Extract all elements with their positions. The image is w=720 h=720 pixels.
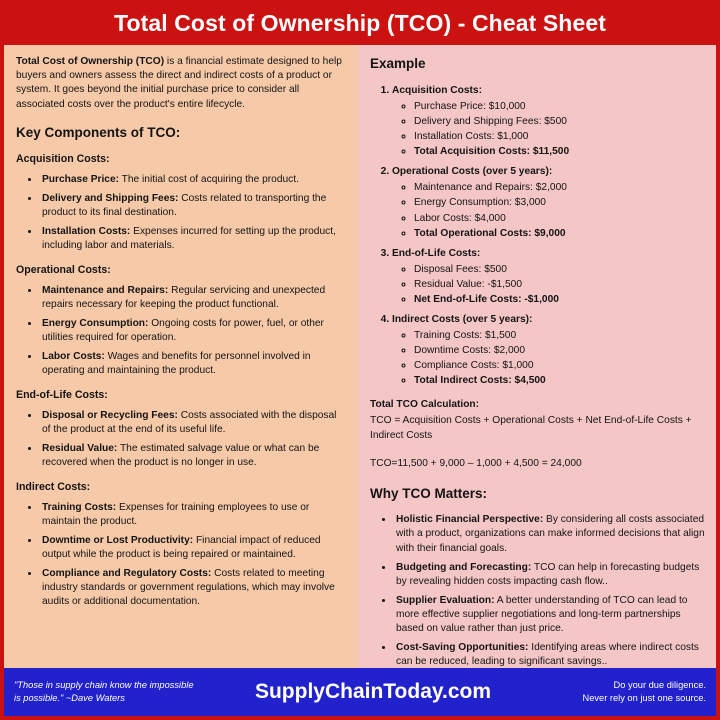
list-item-term: Installation Costs: — [42, 226, 131, 238]
list-item-term: Training Costs: — [42, 501, 117, 513]
example-sub-item: ◦ Training Costs: $1,500 — [414, 329, 706, 343]
left-group-list — [16, 284, 346, 378]
left-group-heading: Indirect Costs: — [16, 481, 91, 494]
content-columns — [4, 45, 716, 668]
footer-disclaimer-line2: Never rely on just one source. — [582, 693, 706, 703]
example-sub-item: ◦ Net End-of-Life Costs: -$1,000 — [414, 293, 706, 307]
example-sub-item: ◦ Purchase Price: $10,000 — [414, 100, 706, 114]
example-sub-item: ◦ Total Operational Costs: $9,000 — [414, 227, 706, 241]
list-item-text: Expenses incurred for setting up the product, including labor and materials. — [42, 226, 336, 252]
list-item-term: Compliance and Regulatory Costs: — [42, 568, 212, 580]
intro-paragraph — [16, 55, 346, 111]
example-item-title: Indirect Costs (over 5 years): — [392, 314, 533, 326]
list-item-term: Delivery and Shipping Fees: — [42, 192, 179, 204]
footer-bar — [4, 668, 716, 716]
example-sub-item: ◦ Installation Costs: $1,000 — [414, 130, 706, 144]
list-item — [394, 594, 706, 636]
left-groups — [16, 152, 346, 609]
calculation-heading: Total TCO Calculation: — [370, 399, 480, 411]
example-sub-item: ◦ Maintenance and Repairs: $2,000 — [414, 181, 706, 195]
footer-disclaimer-line1: Do your due diligence. — [613, 680, 706, 691]
key-components-heading: Key Components of TCO: — [16, 124, 181, 140]
page-title: Total Cost of Ownership (TCO) - Cheat Sheet — [4, 4, 716, 45]
list-item — [394, 641, 706, 669]
list-item — [40, 317, 346, 345]
intro-term: Total Cost of Ownership (TCO) — [16, 56, 165, 68]
list-item — [40, 442, 346, 470]
list-item-text: Costs associated with the disposal of the product at the end of its useful life. — [42, 409, 337, 435]
list-item-term: Holistic Financial Perspective: — [396, 514, 544, 526]
why-tco-heading: Why TCO Matters: — [370, 485, 488, 501]
list-item — [394, 513, 706, 555]
list-item-text: Costs related to transporting the product to its final destination. — [42, 192, 327, 218]
example-sub-item: ◦ Downtime Costs: $2,000 — [414, 344, 706, 358]
list-item-text: By considering all costs associated with a product, organizations can make informed decisions that align with their financial goals. — [396, 514, 705, 554]
list-item-text: Financial impact of reduced output while the product is being repaired or maintained. — [42, 535, 321, 561]
list-item — [40, 501, 346, 529]
list-item-term: Energy Consumption: — [42, 318, 149, 329]
example-item — [392, 313, 706, 388]
calculation-formula: TCO = Acquisition Costs + Operational Costs + Net End-of-Life Costs + Indirect Costs — [370, 415, 692, 441]
list-item — [40, 173, 346, 187]
list-item — [40, 225, 346, 253]
example-sub-item: ◦ Disposal Fees: $500 — [414, 263, 706, 277]
example-sub-item: ◦ Total Acquisition Costs: $11,500 — [414, 145, 706, 159]
list-item-term: Downtime or Lost Productivity: — [42, 535, 194, 546]
left-group-list — [16, 501, 346, 610]
list-item-term: Supplier Evaluation: — [396, 594, 495, 606]
calculation-equation: TCO=11,500 + 9,000 – 1,000 + 4,500 = 24,000 — [370, 457, 582, 469]
example-item — [392, 247, 706, 307]
list-item — [40, 567, 346, 609]
example-item — [392, 165, 706, 240]
list-item-text: Regular servicing and unexpected repairs necessary for keeping the product functional. — [42, 284, 326, 310]
example-sub-list — [392, 181, 706, 240]
example-sub-item: ◦ Compliance Costs: $1,000 — [414, 359, 706, 373]
list-item-text: A better understanding of TCO can lead to more effective supplier negotiations and long-term partnerships based on value rather than just price. — [396, 594, 688, 634]
list-item-term: Labor Costs: — [42, 351, 105, 363]
example-item-title: Operational Costs (over 5 years): — [392, 166, 553, 178]
list-item-term: Budgeting and Forecasting: — [396, 561, 532, 573]
example-sub-list — [392, 329, 706, 388]
list-item-term: Cost-Saving Opportunities: — [396, 641, 529, 653]
list-item-text: The initial cost of acquiring the product. — [119, 173, 299, 185]
list-item — [40, 350, 346, 378]
left-group-list — [16, 173, 346, 253]
example-sub-item: ◦ Energy Consumption: $3,000 — [414, 196, 706, 210]
example-sub-item: ◦ Total Indirect Costs: $4,500 — [414, 374, 706, 388]
list-item-term: Purchase Price: — [42, 173, 120, 185]
footer-brand[interactable]: SupplyChainToday.com — [254, 680, 492, 703]
example-sub-list — [392, 100, 706, 159]
left-column — [4, 45, 358, 668]
example-sub-item: ◦ Labor Costs: $4,000 — [414, 212, 706, 226]
left-group-list — [16, 409, 346, 470]
list-item-text: Expenses for training employees to use or maintain the product. — [42, 501, 310, 527]
example-list — [370, 84, 706, 388]
list-item — [40, 534, 346, 562]
list-item — [394, 561, 706, 589]
list-item-text: Wages and benefits for personnel involved in operating and maintaining the product. — [42, 351, 311, 377]
left-group-heading: Acquisition Costs: — [16, 153, 110, 166]
list-item-text: TCO can help in forecasting budgets by revealing hidden costs impacting cash flow.. — [396, 561, 700, 587]
example-item-title: Acquisition Costs: — [392, 84, 482, 96]
why-tco-list — [370, 513, 706, 669]
footer-disclaimer — [546, 679, 716, 704]
example-heading: Example — [370, 56, 426, 72]
intro-text: is a financial estimate designed to help buyers and owners assess the direct and indirect costs of a product or system. It goes beyond the initial purchase price to consider all associated costs over the product's entire lifecycle. — [16, 56, 342, 110]
list-item-text: Ongoing costs for power, fuel, or other utilities required for operation. — [42, 318, 324, 344]
example-sub-item: ◦ Delivery and Shipping Fees: $500 — [414, 115, 706, 129]
left-group-heading: End-of-Life Costs: — [16, 389, 108, 402]
footer-quote: "Those in supply chain know the impossible is possible." ~Dave Waters — [14, 680, 194, 703]
example-item — [392, 84, 706, 159]
list-item-text: Costs related to meeting industry standards or government regulations, which may involve audits or additional documentation. — [42, 568, 335, 608]
list-item-term: Disposal or Recycling Fees: — [42, 409, 178, 421]
list-item-text: Identifying areas where indirect costs can be reduced, leading to significant savings.. — [396, 641, 699, 668]
list-item-term: Maintenance and Repairs: — [42, 284, 169, 296]
example-sub-item: ◦ Residual Value: -$1,500 — [414, 278, 706, 292]
example-item-title: End-of-Life Costs: — [392, 247, 481, 259]
left-group-heading: Operational Costs: — [16, 264, 111, 277]
list-item-term: Residual Value: — [42, 443, 118, 455]
list-item-text: The estimated salvage value or what can be recovered when the product is no longer in use. — [42, 443, 320, 469]
list-item — [40, 409, 346, 437]
right-column — [358, 45, 716, 668]
list-item — [40, 284, 346, 312]
list-item — [40, 192, 346, 220]
example-sub-list — [392, 263, 706, 307]
